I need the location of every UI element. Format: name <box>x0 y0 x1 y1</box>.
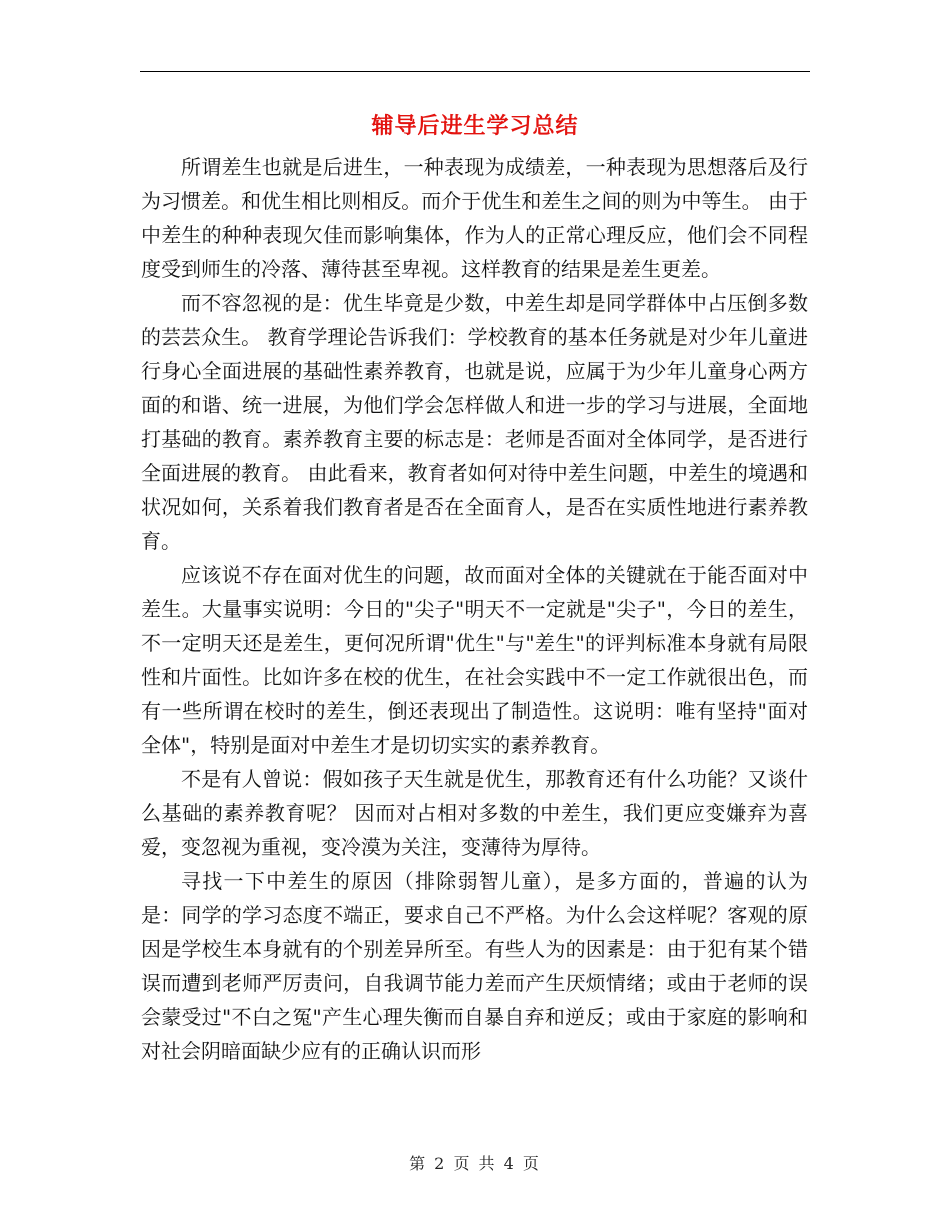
header-rule <box>140 71 810 72</box>
document-body <box>141 150 808 1068</box>
paragraph: 应该说不存在面对优生的问题，故而面对全体的关键就在于能否面对中差生。大量事实说明：今日的"尖子"明天不一定就是"尖子"，今日的差生，不一定明天还是差生，更何况所谓"优生"与"差生"的评判标准本身就有局限性和片面性。比如许多在校的优生，在社会实践中不一定工作就很出色，而有一些所谓在校时的差生，倒还表现出了制造性。这说明：唯有坚持"面对全体"，特别是面对中差生才是切切实实的素养教育。 <box>141 563 808 757</box>
paragraph: 而不容忽视的是：优生毕竟是少数，中差生却是同学群体中占压倒多数的芸芸众生。 教育学理论告诉我们：学校教育的基本任务就是对少年儿童进行身心全面进展的基础性素养教育，也就是说，应属于为少年儿童身心两方面的和谐、统一进展，为他们学会怎样做人和进一步的学习与进展，全面地打基础的教育。素养教育主要的标志是：老师是否面对全体同学，是否进行全面进展的教育。 由此看来，教育者如何对待中差生问题，中差生的境遇和状况如何，关系着我们教育者是否在全面育人，是否在实质性地进行素养教育。 <box>141 291 808 553</box>
document-title: 辅导后进生学习总结 <box>371 113 579 139</box>
paragraph: 所谓差生也就是后进生，一种表现为成绩差，一种表现为思想落后及行为习惯差。和优生相比则相反。而介于优生和差生之间的则为中等生。 由于中差生的种种表现欠佳而影响集体，作为人的正常心理反应，他们会不同程度受到师生的冷落、薄待甚至卑视。这样教育的结果是差生更差。 <box>141 155 808 281</box>
page-number-footer: 第 2 页 共 4 页 <box>409 1154 541 1173</box>
paragraph: 不是有人曾说：假如孩子天生就是优生，那教育还有什么功能？又谈什么基础的素养教育呢？ 因而对占相对多数的中差生，我们更应变嫌弃为喜爱，变忽视为重视，变冷漠为关注，变薄待为厚待。 <box>141 767 808 859</box>
paragraph: 寻找一下中差生的原因（排除弱智儿童），是多方面的，普遍的认为是：同学的学习态度不端正，要求自己不严格。为什么会这样呢？客观的原因是学校生本身就有的个别差异所至。有些人为的因素是：由于犯有某个错误而遭到老师严厉责问，自我调节能力差而产生厌烦情绪；或由于老师的误会蒙受过"不白之冤"产生心理失衡而自暴自弃和逆反；或由于家庭的影响和对社会阴暗面缺少应有的正确认识而形 <box>141 869 808 1063</box>
